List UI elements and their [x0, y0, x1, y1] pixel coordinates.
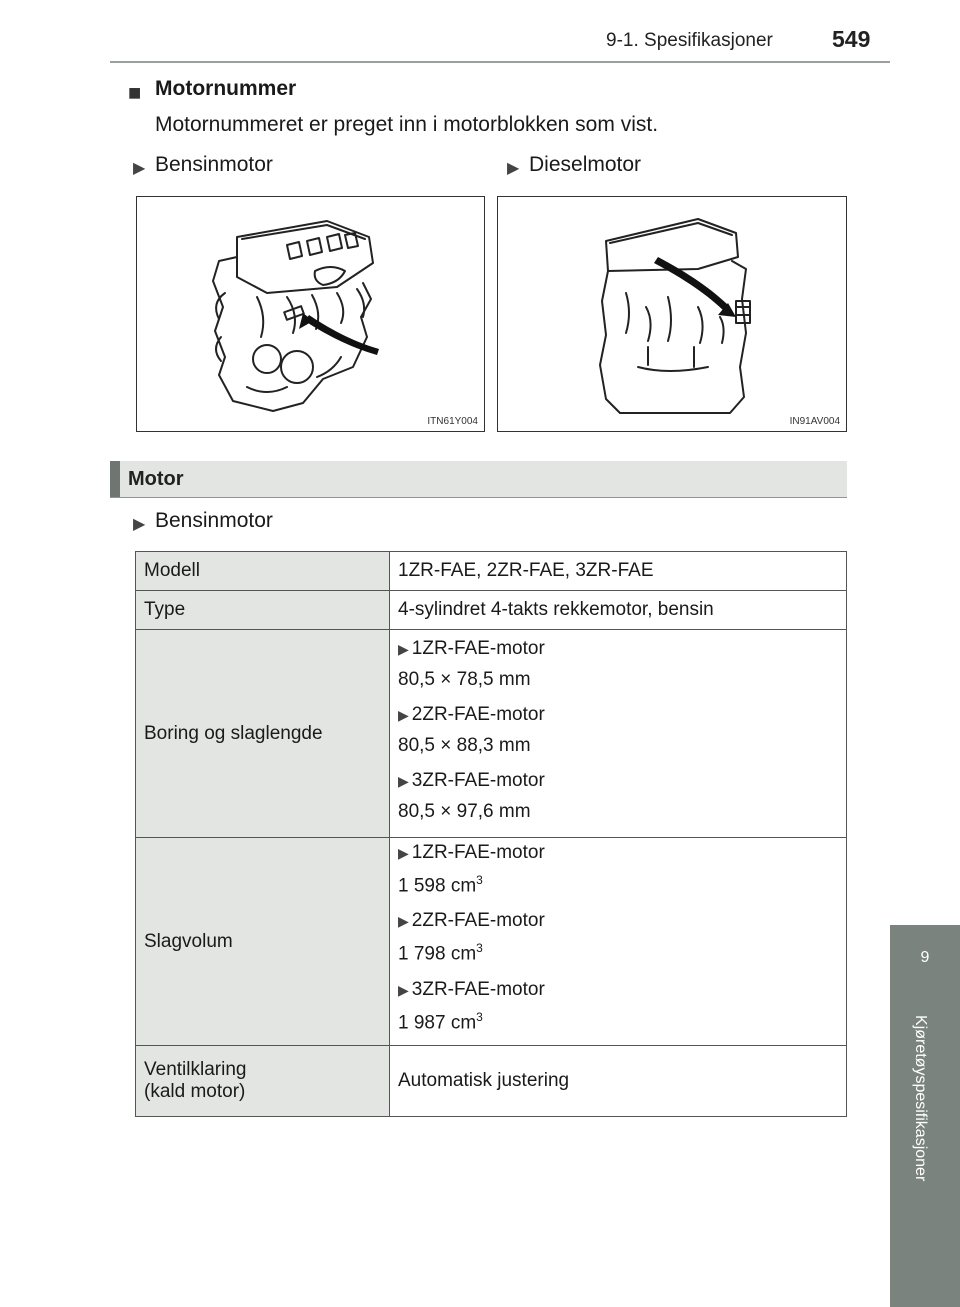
engine-diesel-illustration-icon — [498, 197, 848, 433]
chapter-tab — [890, 925, 960, 1005]
triangle-bullet-icon: ▶ — [398, 640, 409, 657]
table-row-bore-stroke — [136, 630, 847, 838]
list-item: ▶ 3ZR-FAE-motor — [398, 978, 545, 1000]
row-key: Boring og slaglengde — [136, 630, 390, 838]
triangle-bullet-icon: ▶ — [398, 913, 409, 930]
row-key: Type — [136, 591, 390, 630]
triangle-bullet-icon: ▶ — [133, 160, 146, 177]
section-band-motor — [110, 461, 847, 498]
page-number: 549 — [832, 26, 871, 52]
triangle-bullet-icon: ▶ — [507, 160, 520, 177]
figure-petrol-engine — [136, 196, 485, 432]
table-row-valve-clearance — [136, 1046, 847, 1117]
triangle-bullet-icon: ▶ — [398, 981, 409, 998]
table-row-model — [136, 552, 847, 591]
item-value: 1 987 $cm^3$ — [398, 1009, 483, 1033]
item-value: 80,5 × 78,5 mm — [398, 668, 531, 690]
engine-spec-table — [135, 551, 847, 1117]
figure-diesel-engine — [497, 196, 847, 432]
row-key: Slagvolum — [136, 838, 390, 1046]
table-row-displacement — [136, 838, 847, 1046]
row-key: Ventilklaring (kald motor) — [136, 1046, 390, 1117]
section-title: Motornummer — [155, 77, 297, 100]
chapter-number: 9 — [920, 949, 930, 966]
item-value: 1 798 $cm^3$ — [398, 941, 483, 965]
triangle-bullet-icon: ▶ — [398, 706, 409, 723]
table-row-type — [136, 591, 847, 630]
item-value: 80,5 × 97,6 mm — [398, 800, 531, 822]
item-value: 1 598 $cm^3$ — [398, 873, 483, 897]
item-value: 80,5 × 88,3 mm — [398, 734, 531, 756]
row-value: Automatisk justering — [390, 1046, 847, 1117]
list-item: ▶ 1ZR-FAE-motor — [398, 637, 545, 659]
band-title: Motor — [128, 468, 184, 490]
row-value — [390, 630, 847, 838]
row-value — [390, 838, 847, 1046]
square-bullet-icon: ■ — [128, 80, 142, 105]
running-header-section: 9-1. Spesifikasjoner — [606, 30, 773, 51]
triangle-bullet-icon: ▶ — [133, 516, 146, 533]
figure-label-petrol: Bensinmotor — [155, 153, 273, 176]
header-rule — [110, 61, 890, 63]
chapter-label: Kjøretøyspesifikasjoner — [912, 1015, 929, 1182]
list-item: ▶ 3ZR-FAE-motor — [398, 769, 545, 791]
figure-code-petrol: ITN61Y004 — [427, 416, 478, 427]
section-intro: Motornummeret er preget inn i motorblokken som vist. — [155, 113, 659, 136]
list-item: ▶ 2ZR-FAE-motor — [398, 703, 545, 725]
figure-code-diesel: IN91AV004 — [789, 416, 840, 427]
list-item: ▶ 1ZR-FAE-motor — [398, 842, 545, 863]
list-item: ▶ 2ZR-FAE-motor — [398, 910, 545, 932]
row-key: Modell — [136, 552, 390, 591]
row-value: 1ZR-FAE, 2ZR-FAE, 3ZR-FAE — [390, 552, 847, 591]
figure-label-diesel: Dieselmotor — [529, 153, 642, 176]
table-sublabel: Bensinmotor — [155, 509, 273, 532]
row-value: 4-sylindret 4-takts rekkemotor, bensin — [390, 591, 847, 630]
triangle-bullet-icon: ▶ — [398, 845, 409, 861]
triangle-bullet-icon: ▶ — [398, 772, 409, 789]
engine-petrol-illustration-icon — [137, 197, 486, 433]
band-accent-bar — [110, 461, 120, 497]
